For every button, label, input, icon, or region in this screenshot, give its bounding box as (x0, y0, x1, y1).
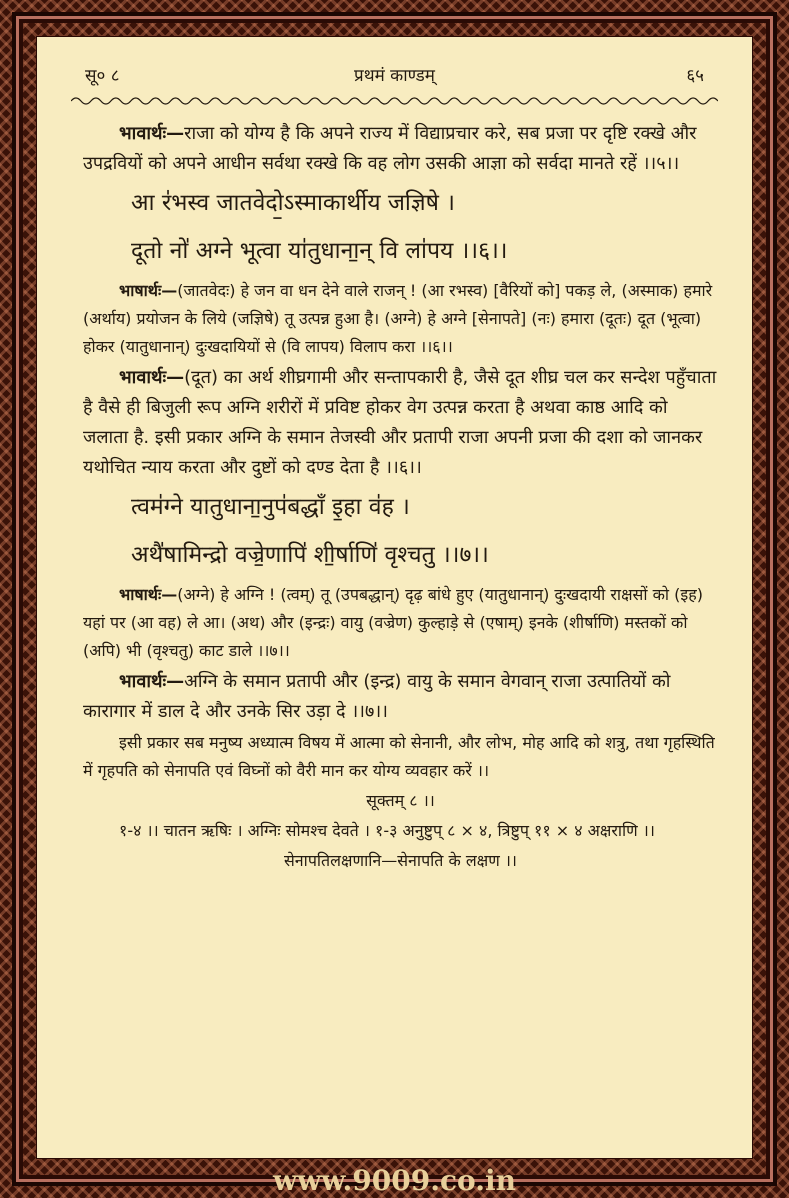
mantra-6-line-1: आ र॑भस्व जातवेदो॒ऽस्माकार्थीय जज्ञिषे । (131, 190, 455, 216)
padarth-text: (अग्ने) हे अग्नि ! (त्वम्) तू (उपबद्धान्) दृढ़ बांधे हुए (यातुधानान्) दुःखदायी राक्षसों को (इह) यहां पर (आ वह) ले आ। (अथ) और (इन्द्रः) वायु (वज्रेण) कुल्हाड़े से (एषाम्) इनके (शीर्षाणि) मस्तकों को (अपि) भी (वृश्चतु) काट डाले ।।७।। (83, 585, 703, 660)
padarth-label: भाषार्थः— (119, 585, 178, 604)
sukta-heading: सूक्तम् ८ ।। (366, 791, 435, 810)
padarth-7 (83, 581, 718, 665)
bhavarth-7 (83, 667, 718, 727)
bhavarth-5 (83, 119, 718, 179)
bhavarth-text: अग्नि के समान प्रतापी और (इन्द्र) वायु के समान वेगवान् राजा उत्पातियों को कारागार में डाल दे और उनके सिर उड़ा दे ।।७।। (83, 671, 671, 722)
sukta-number: सू० ८ (85, 66, 120, 86)
page-content (83, 119, 718, 877)
bhavarth-label: भावार्थः— (119, 123, 185, 144)
website-url: www.9009.co.in (273, 1164, 516, 1197)
page-number: ६५ (686, 66, 704, 86)
padarth-6 (83, 277, 718, 361)
bhavarth-text: (दूत) का अर्थ शीघ्रगामी और सन्तापकारी है, जैसे दूत शीघ्र चल कर सन्देश पहुँचाता है वैसे ही बिजुली रूप अग्नि शरीरों में प्रविष्ट होकर वेग उत्पन्न करता है अथवा काष्ठ आदि को जलाता है. इसी प्रकार अग्नि के समान तेजस्वी और प्रतापी राजा अपनी प्रजा की दशा को जानकर यथोचित न्याय करता और दुष्टों को दण्ड देता है ।।६।। (83, 367, 717, 478)
bhavarth-text: राजा को योग्य है कि अपने राज्य में विद्याप्रचार करे, सब प्रजा पर दृष्टि रक्खे और उपद्रवियों को अपने आधीन सर्वथा रक्खे कि वह लोग उसकी आज्ञा को सर्वदा मानते रहें ।।५।। (83, 123, 697, 174)
mantra-7-line-1: त्वम॑ग्ने यातुधाना॒नुप॑बद्धाँ इ॒हा व॑ह । (131, 494, 410, 520)
bhavarth-6 (83, 363, 718, 483)
sukta-topic: सेनापतिलक्षणानि—सेनापति के लक्षण ।। (283, 851, 517, 870)
ornamental-rule (71, 95, 718, 107)
mantra-7-line-2: अथै॑षामिन्द्रो वज्रे॒णापि॑ शी॒र्षाणि॑ वृश्चतु ।।७।। (131, 542, 489, 568)
padarth-label: भाषार्थः— (119, 281, 178, 300)
sukta-meta: १-४ ।। चातन ऋषिः । अग्निः सोमश्च देवते । १-३ अनुष्टुप् ८ × ४, त्रिष्टुप् ११ × ४ अक्षराणि ।। (119, 821, 655, 840)
mantra-6-line-2: दूतो नो॑ अग्ने भूत्वा या॑तुधाना॒न् वि ला॑पय ।।६।। (131, 238, 508, 264)
book-page (36, 36, 753, 1159)
padarth-text: (जातवेदः) हे जन वा धन देने वाले राजन् ! (आ रभस्व) [वैरियों को] पकड़ ले, (अस्माक) हमारे (अर्थाय) प्रयोजन के लिये (जज्ञिषे) तू उत्पन्न हुआ है। (अग्ने) हे अग्ने [सेनापते] (नः) हमारा (दूतः) दूत (भूत्वा) होकर (यातुधानान्) दुःखदायियों से (वि लापय) विलाप करा ।।६।। (83, 281, 713, 356)
note-paragraph: इसी प्रकार सब मनुष्य अध्यात्म विषय में आत्मा को सेनानी, और लोभ, मोह आदि को शत्रु, तथा गृहस्थिति में गृहपति को सेनापति एवं विघ्नों को वैरी मान कर योग्य व्यवहार करें ।। (83, 733, 715, 780)
bhavarth-label: भावार्थः— (119, 367, 185, 388)
running-head (85, 63, 704, 89)
bhavarth-label: भावार्थः— (119, 671, 185, 692)
book-section-title: प्रथमं काण्डम् (354, 66, 435, 86)
